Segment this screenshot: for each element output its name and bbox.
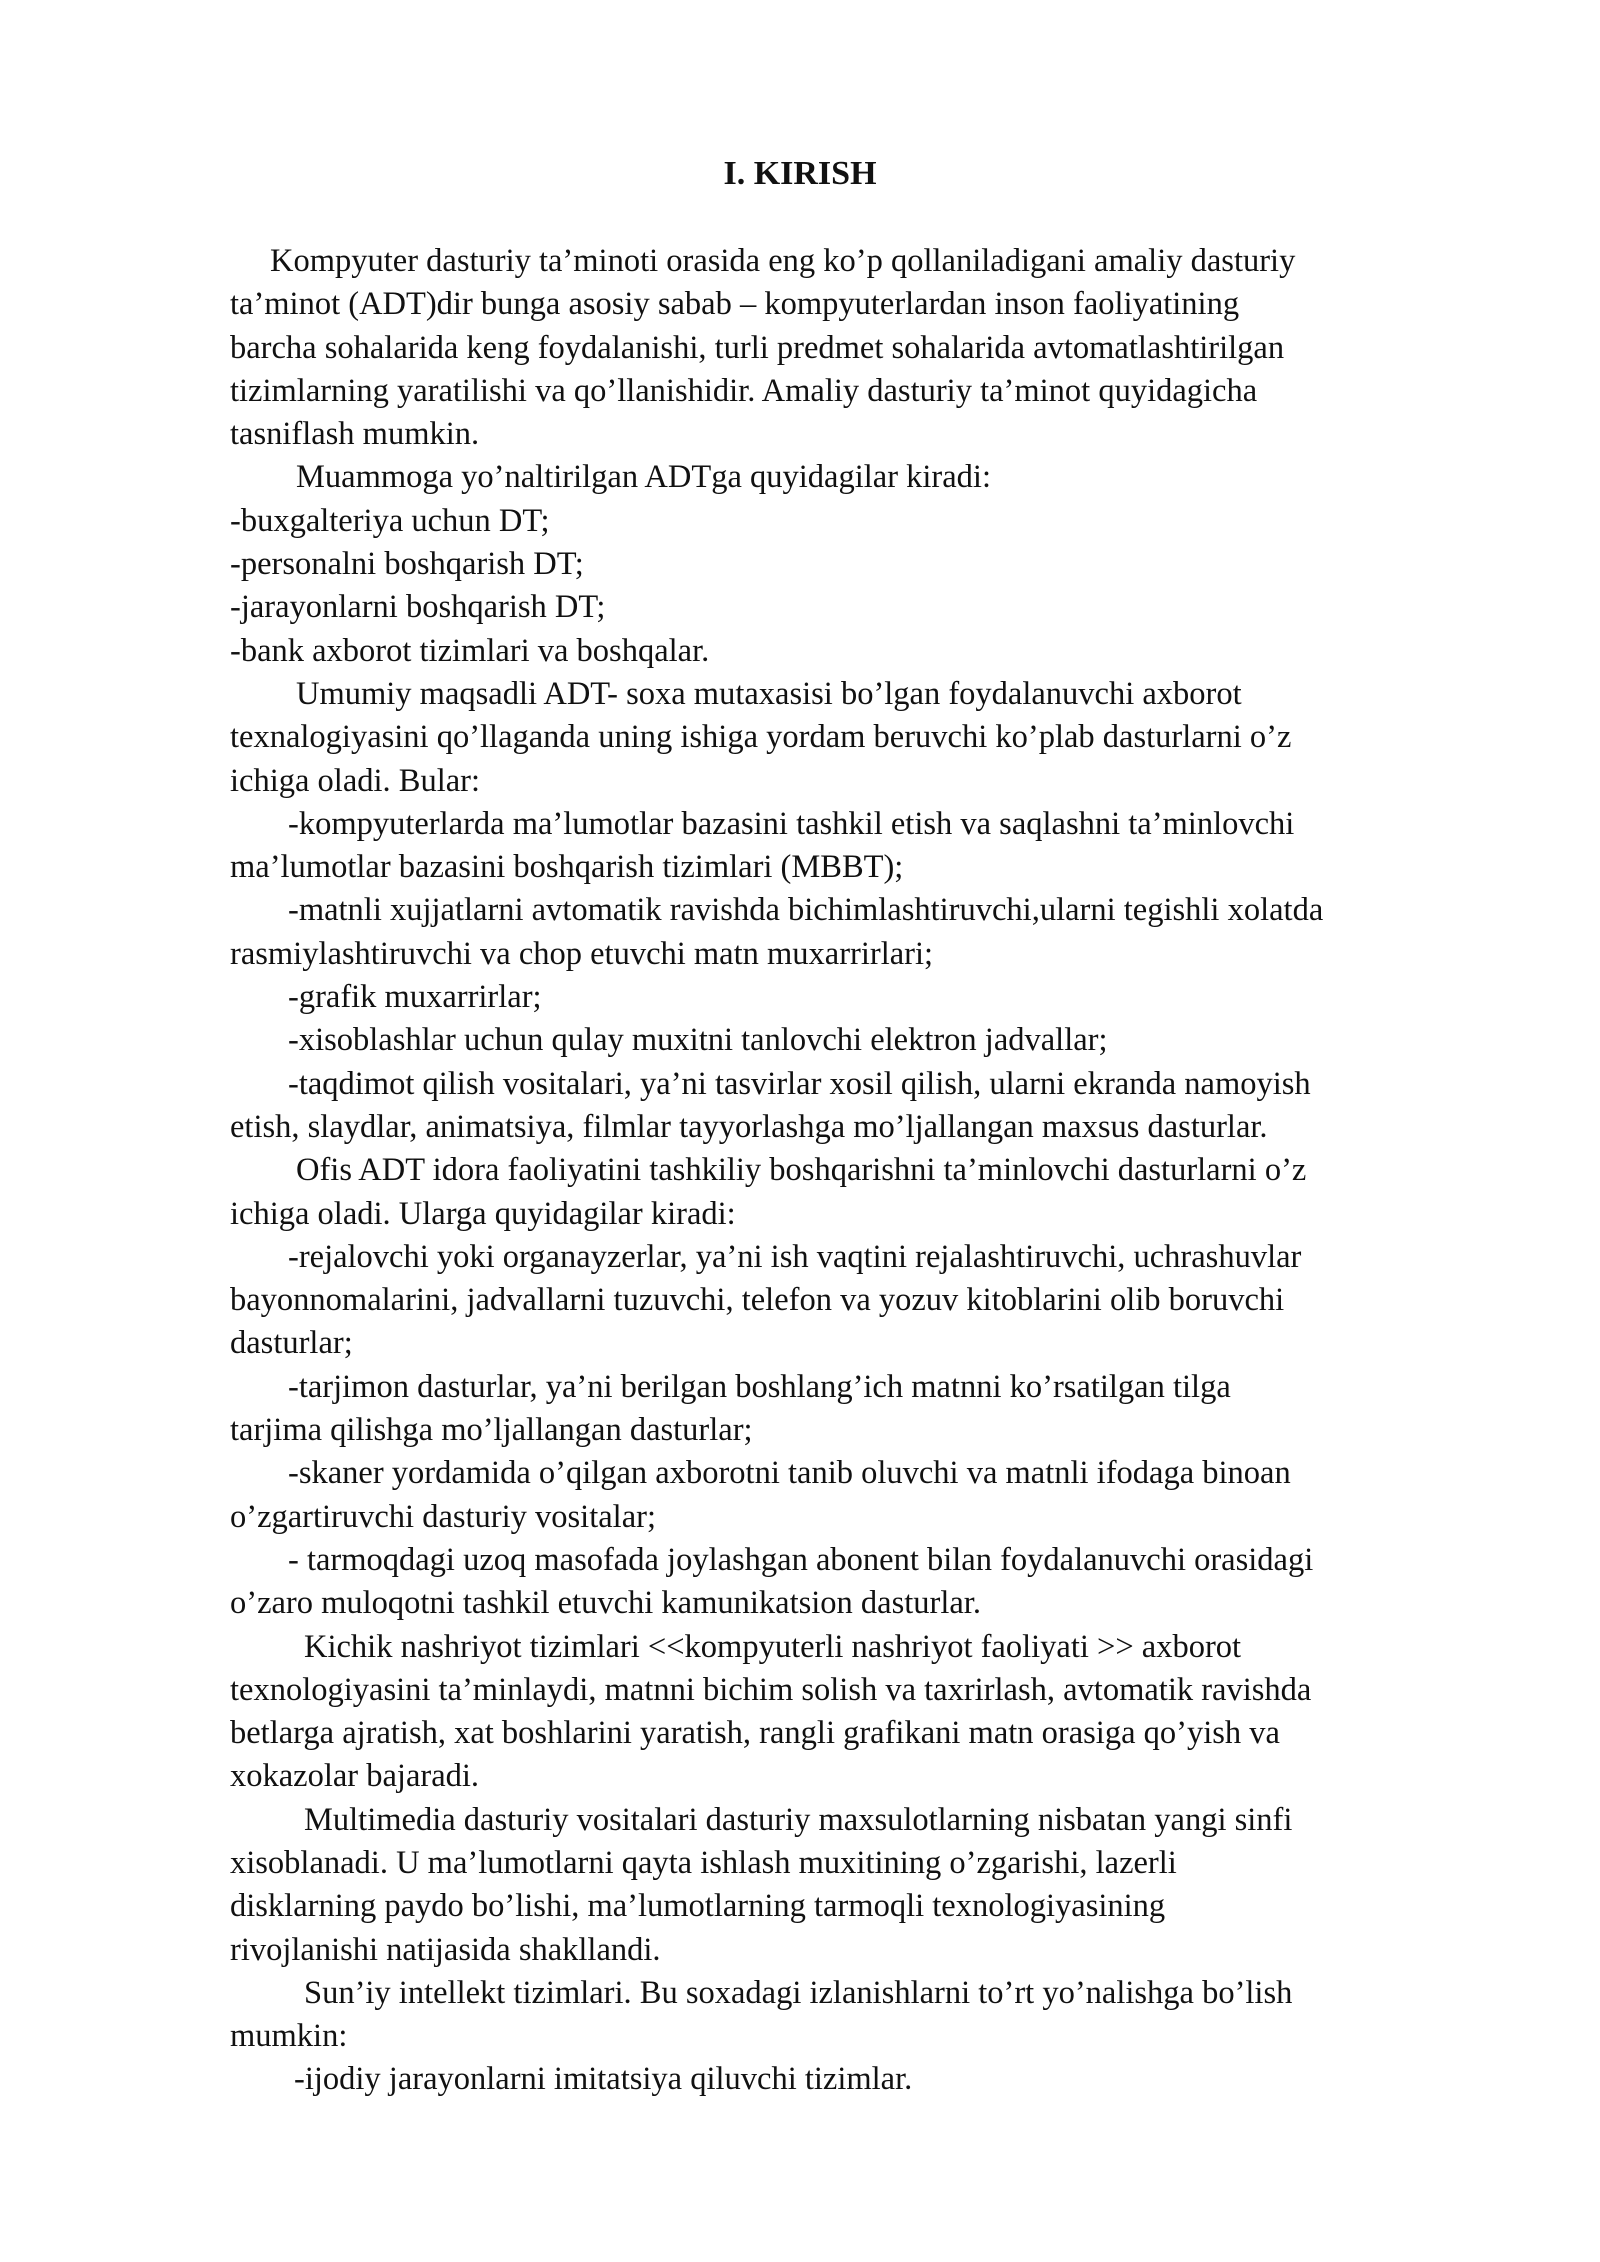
text-line: -jarayonlarni boshqarish DT; [230,589,606,626]
text-line: -ijodiy jarayonlarni imitatsiya qiluvchi tizimlar. [294,2061,913,2098]
text-line: -bank axborot tizimlari va boshqalar. [230,632,710,669]
text-line: texnologiyasini ta’minlaydi, matnni bichim solish va taxrirlash, avtomatik ravishda [230,1671,1312,1708]
text-line: ichiga oladi. Bular: [230,762,481,799]
text-line: -xisoblashlar uchun qulay muxitni tanlovchi elektron jadvallar; [288,1022,1108,1059]
page-title: I. KIRISH [723,155,877,192]
body-text [230,240,1530,2102]
text-line: Kichik nashriyot tizimlari <<kompyuterli nashriyot faoliyati >> axborot [304,1628,1242,1665]
text-line: texnalogiyasini qo’llaganda uning ishiga yordam beruvchi ko’plab dasturlarni o’z [230,719,1292,756]
text-line: disklarning paydo bo’lishi, ma’lumotlarning tarmoqli texnologiyasining [230,1888,1166,1925]
text-line: o’zaro muloqotni tashkil etuvchi kamunikatsion dasturlar. [230,1585,981,1622]
text-line: tizimlarning yaratilishi va qo’llanishidir. Amaliy dasturiy ta’minot quyidagicha [230,372,1258,409]
text-line: -kompyuterlarda ma’lumotlar bazasini tashkil etish va saqlashni ta’minlovchi [288,805,1295,842]
text-line: Muammoga yo’naltirilgan ADTga quyidagilar kiradi: [296,459,991,496]
text-line: -matnli xujjatlarni avtomatik ravishda bichimlashtiruvchi,ularni tegishli xolatda [288,892,1324,929]
text-line: o’zgartiruvchi dasturiy vositalar; [230,1498,656,1535]
text-line: Umumiy maqsadli ADT- soxa mutaxasisi bo’lgan foydalanuvchi axborot [296,675,1242,712]
text-line: -grafik muxarrirlar; [288,979,542,1016]
text-line: -buxgalteriya uchun DT; [230,502,550,539]
text-line: tarjima qilishga mo’ljallangan dasturlar; [230,1412,753,1449]
text-line: -skaner yordamida o’qilgan axborotni tanib oluvchi va matnli ifodaga binoan [288,1455,1291,1492]
text-line: -tarjimon dasturlar, ya’ni berilgan boshlang’ich matnni ko’rsatilgan tilga [288,1368,1231,1405]
text-line: betlarga ajratish, xat boshlarini yaratish, rangli grafikani matn orasiga qo’yish va [230,1715,1280,1752]
text-line: Sun’iy intellekt tizimlari. Bu soxadagi izlanishlarni to’rt yo’nalishga bo’lish [304,1974,1293,2011]
text-line: Ofis ADT idora faoliyatini tashkiliy boshqarishni ta’minlovchi dasturlarni o’z [296,1152,1307,1189]
text-line: xokazolar bajaradi. [230,1758,480,1795]
text-line: ichiga oladi. Ularga quyidagilar kiradi: [230,1195,736,1232]
text-line: etish, slaydlar, animatsiya, filmlar tayyorlashga mo’ljallangan maxsus dasturlar. [230,1108,1268,1145]
text-line: tasniflash mumkin. [230,416,480,453]
text-line: mumkin: [230,2018,348,2055]
text-line: Kompyuter dasturiy ta’minoti orasida eng ko’p qollaniladigani amaliy dasturiy [270,243,1296,279]
text-line: - tarmoqdagi uzoq masofada joylashgan abonent bilan foydalanuvchi orasidagi [288,1541,1314,1578]
text-line: bayonnomalarini, jadvallarni tuzuvchi, telefon va yozuv kitoblarini olib boruvchi [230,1282,1285,1319]
text-line: rivojlanishi natijasida shakllandi. [230,1931,661,1968]
text-line: -rejalovchi yoki organayzerlar, ya’ni ish vaqtini rejalashtiruvchi, uchrashuvlar [288,1238,1302,1275]
text-line: dasturlar; [230,1325,353,1362]
text-line: ta’minot (ADT)dir bunga asosiy sabab – kompyuterlardan inson faoliyatining [230,286,1240,323]
text-line: ma’lumotlar bazasini boshqarish tizimlari (MBBT); [230,849,904,886]
text-line: rasmiylashtiruvchi va chop etuvchi matn muxarrirlari; [230,935,934,972]
text-line: -taqdimot qilish vositalari, ya’ni tasvirlar xosil qilish, ularni ekranda namoyish [288,1065,1311,1102]
text-line: barcha sohalarida keng foydalanishi, turli predmet sohalarida avtomatlashtirilgan [230,329,1285,366]
text-line: xisoblanadi. U ma’lumotlarni qayta ishlash muxitining o’zgarishi, lazerli [230,1844,1177,1881]
text-line: Multimedia dasturiy vositalari dasturiy maxsulotlarning nisbatan yangi sinfi [304,1801,1293,1838]
text-line: -personalni boshqarish DT; [230,546,584,583]
